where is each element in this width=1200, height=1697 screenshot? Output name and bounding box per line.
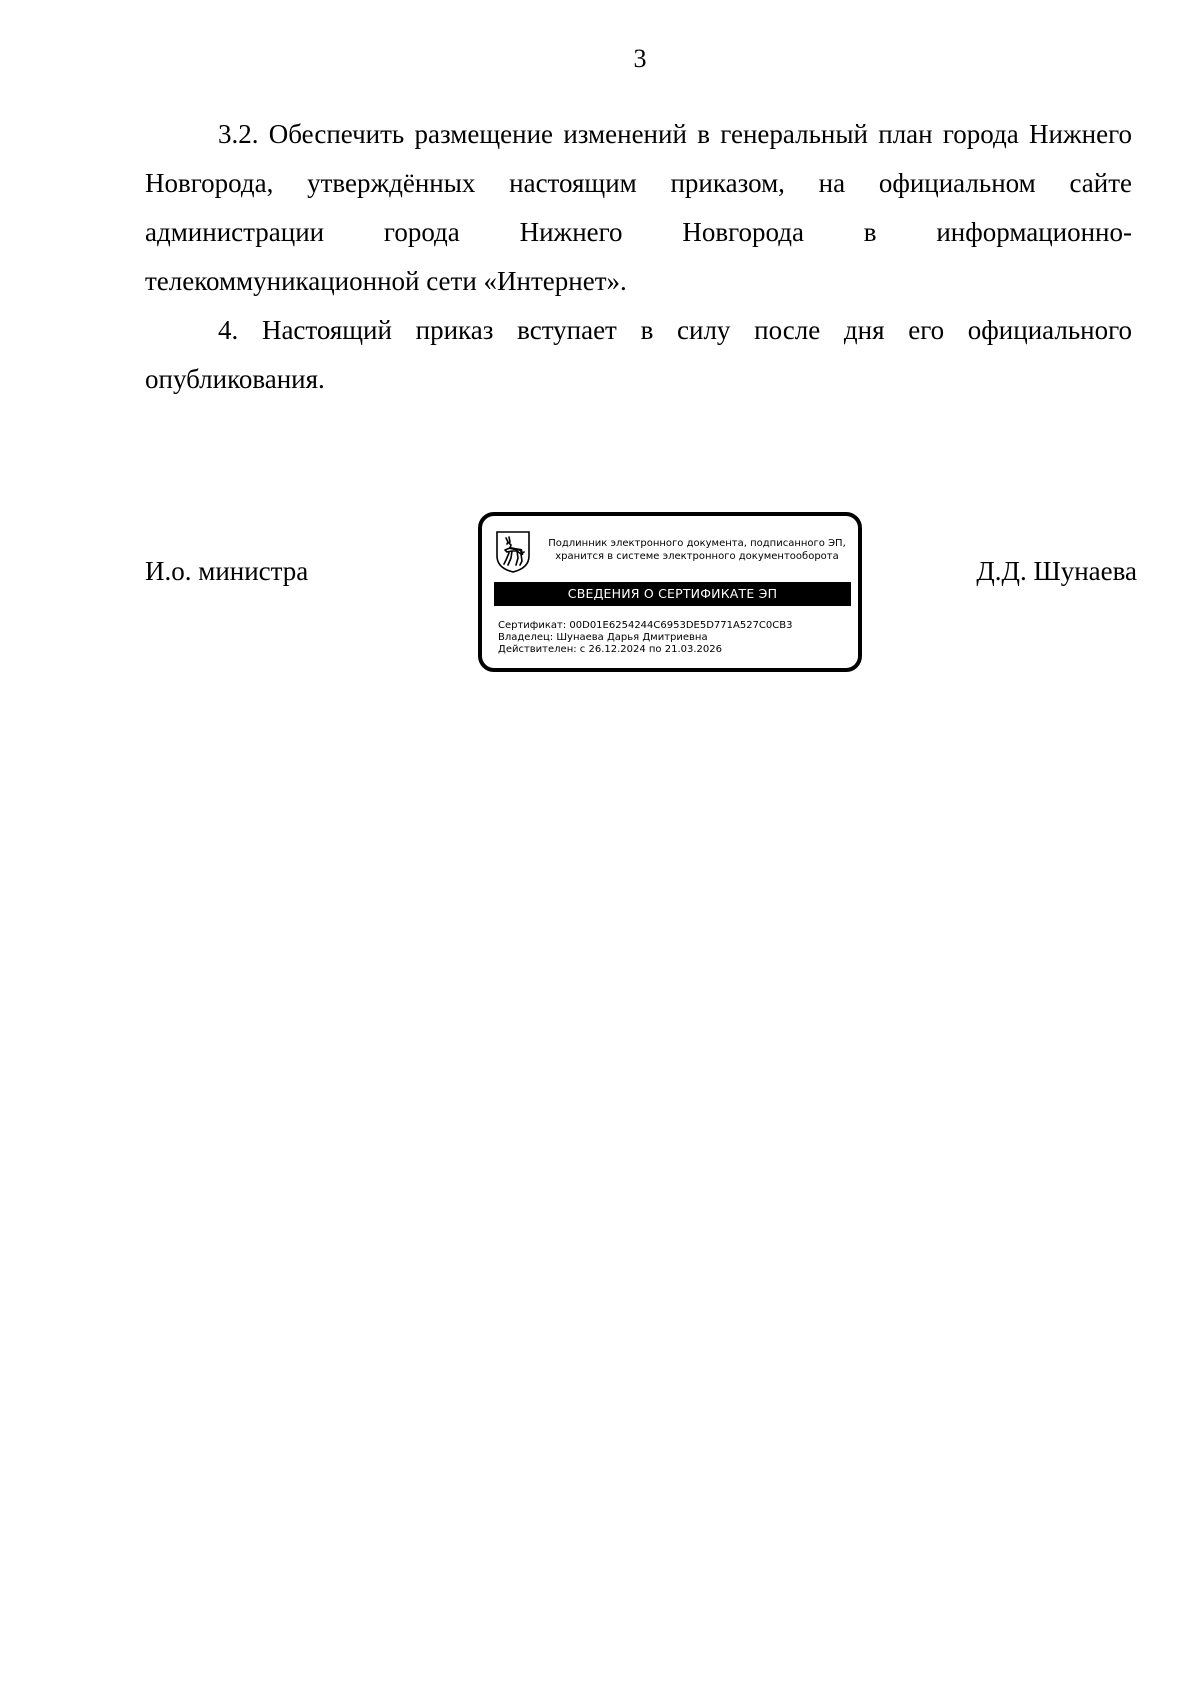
signatory-name: Д.Д. Шунаева	[976, 556, 1137, 586]
certificate-details	[498, 620, 858, 656]
stamp-header	[534, 537, 860, 563]
page-number: 3	[633, 44, 647, 73]
stamp-header-line: хранится в системе электронного документооборота	[555, 551, 839, 562]
paragraph-3-2: 3.2. Обеспечить размещение изменений в генеральный план города Нижнего Новгорода, утверждённых настоящим приказом, на официальном сайте администрации города Нижнего Новгорода в информационно-телекоммуникационной сети «Интернет».	[145, 119, 1132, 296]
signatory-position: И.о. министра	[145, 556, 309, 586]
certificate-owner: Владелец: Шунаева Дарья Дмитриевна	[498, 632, 708, 643]
signature-block	[145, 512, 1145, 672]
stamp-title-bar: СВЕДЕНИЯ О СЕРТИФИКАТЕ ЭП	[494, 582, 851, 606]
paragraph-4: 4. Настоящий приказ вступает в силу после дня его официального опубликования.	[145, 315, 1132, 394]
stamp-header-line: Подлинник электронного документа, подписанного ЭП,	[548, 538, 846, 549]
electronic-signature-stamp	[478, 512, 862, 672]
certificate-validity: Действителен: с 26.12.2024 по 21.03.2026	[498, 644, 722, 655]
deer-coat-of-arms-icon	[495, 530, 531, 574]
certificate-number: Сертификат: 00D01E6254244C6953DE5D771A527C0CB3	[498, 620, 793, 631]
document-body	[145, 110, 1132, 404]
